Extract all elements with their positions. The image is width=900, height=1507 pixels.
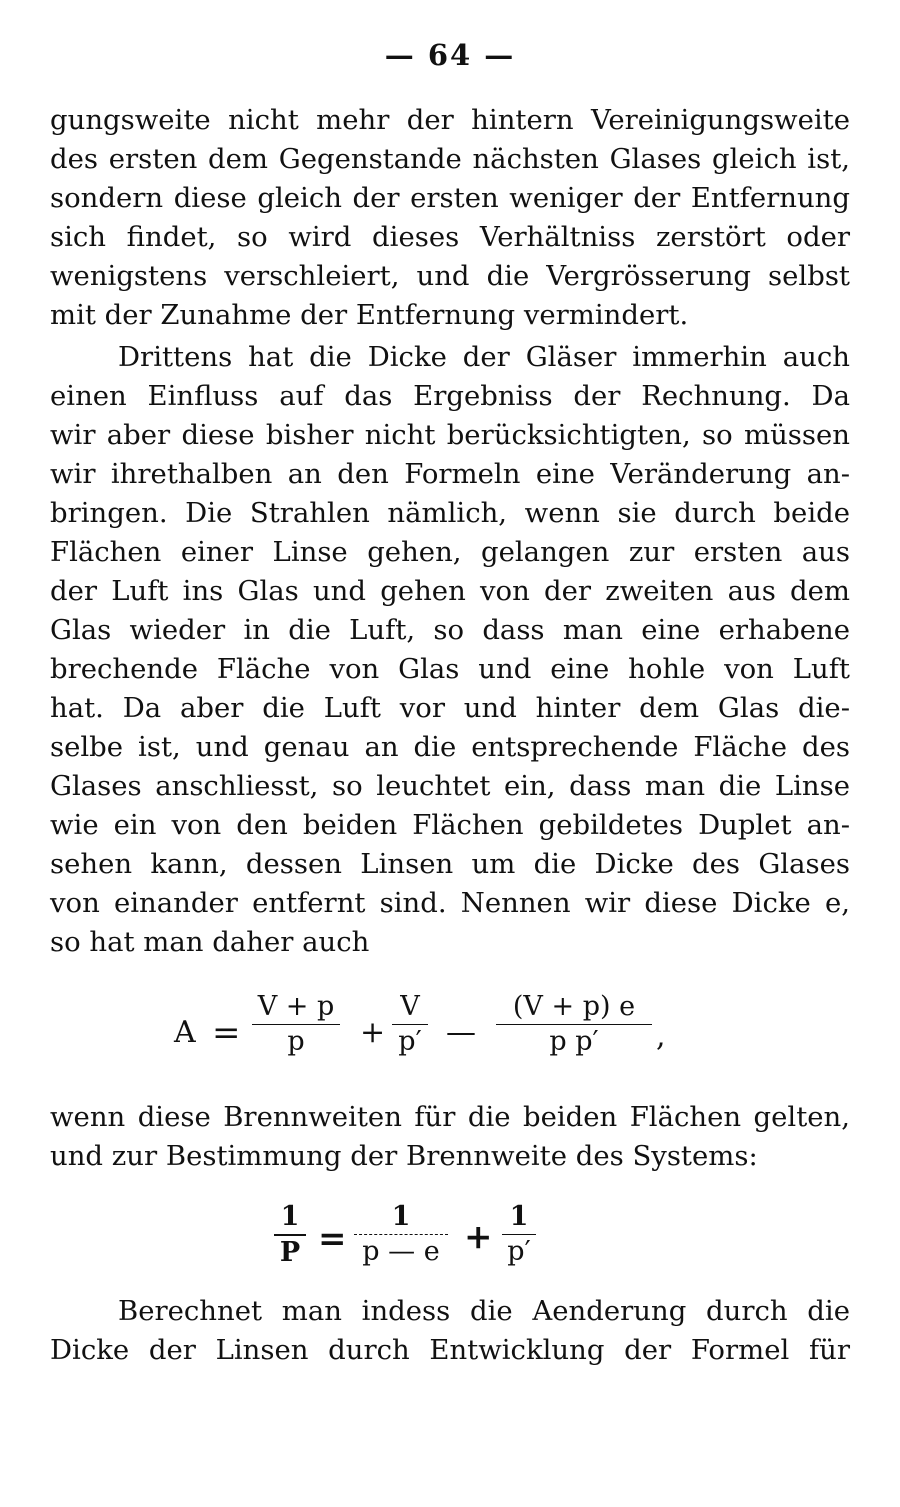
- text-line: und zur Bestimmung der Brennweite des Systems:: [50, 1140, 758, 1172]
- text-line: hat. Da aber die Luft vor und hinter dem Glas die-: [50, 692, 850, 724]
- equals-sign: =: [318, 1219, 347, 1259]
- fraction-numerator: 1: [509, 1201, 529, 1232]
- fraction-denominator: p: [287, 1026, 305, 1057]
- text-line: Flächen einer Linse gehen, gelangen zur ersten aus: [50, 536, 850, 568]
- plus-sign: +: [464, 1217, 493, 1257]
- text-line: Glas wieder in die Luft, so dass man eine erhabene: [50, 614, 850, 646]
- fraction-denominator: p′: [398, 1026, 422, 1057]
- fraction-numerator: 1: [280, 1201, 300, 1232]
- text-line: wir aber diese bisher nicht berücksichtigten, so müssen: [50, 419, 850, 451]
- fraction-numerator: V + p: [257, 991, 335, 1022]
- text-line: gungsweite nicht mehr der hintern Vereinigungsweite: [50, 104, 850, 136]
- minus-sign: —: [446, 1015, 476, 1050]
- text-line: so hat man daher auch: [50, 926, 370, 958]
- text-line: des ersten dem Gegenstande nächsten Glases gleich ist,: [50, 143, 850, 175]
- text-line: Glases anschliesst, so leuchtet ein, dass man die Linse: [50, 770, 850, 802]
- text-line: einen Einfluss auf das Ergebniss der Rechnung. Da: [50, 380, 850, 412]
- text-line: selbe ist, und genau an die entsprechende Fläche des: [50, 731, 850, 763]
- fraction-denominator: p p′: [549, 1026, 599, 1057]
- fraction-denominator: p — e: [362, 1236, 440, 1267]
- text-line: brechende Fläche von Glas und eine hohle von Luft: [50, 653, 850, 685]
- fraction: [250, 990, 342, 1059]
- comma: ,: [656, 1019, 666, 1054]
- text-line: wenigstens verschleiert, und die Vergrösserung selbst: [50, 260, 850, 292]
- fraction: [500, 1200, 538, 1269]
- text-line: bringen. Die Strahlen nämlich, wenn sie durch beide: [50, 497, 850, 529]
- fraction: [352, 1200, 450, 1269]
- text-line: von einander entfernt sind. Nennen wir diese Dicke e,: [50, 887, 850, 919]
- fraction-denominator: P: [279, 1237, 301, 1268]
- fraction: [390, 990, 430, 1059]
- page-number: — 64 —: [384, 38, 516, 72]
- text-line: Dicke der Linsen durch Entwicklung der Formel für: [50, 1334, 850, 1366]
- fraction-numerator: V: [400, 991, 420, 1022]
- fraction: [494, 990, 654, 1059]
- text-line: sich findet, so wird dieses Verhältniss zerstört oder: [50, 221, 850, 253]
- text-line: sondern diese gleich der ersten weniger der Entfernung: [50, 182, 850, 214]
- fraction-numerator: 1: [391, 1201, 411, 1232]
- equals-sign: =: [212, 1013, 241, 1053]
- text-line: Drittens hat die Dicke der Gläser immerhin auch: [118, 341, 850, 373]
- text-line: sehen kann, dessen Linsen um die Dicke des Glases: [50, 848, 850, 880]
- formula-lhs: A: [174, 1015, 196, 1050]
- fraction: [272, 1200, 308, 1270]
- plus-sign: +: [360, 1015, 386, 1050]
- text-line: der Luft ins Glas und gehen von der zweiten aus dem: [50, 575, 850, 607]
- text-line: wie ein von den beiden Flächen gebildetes Duplet an-: [50, 809, 850, 841]
- text-line: wenn diese Brennweiten für die beiden Flächen gelten,: [50, 1101, 850, 1133]
- fraction-denominator: p′: [507, 1236, 531, 1267]
- text-line: mit der Zunahme der Entfernung vermindert.: [50, 299, 689, 331]
- text-line: Berechnet man indess die Aenderung durch die: [118, 1295, 850, 1327]
- fraction-numerator: (V + p) e: [512, 991, 636, 1022]
- text-line: wir ihrethalben an den Formeln eine Veränderung an-: [50, 458, 850, 490]
